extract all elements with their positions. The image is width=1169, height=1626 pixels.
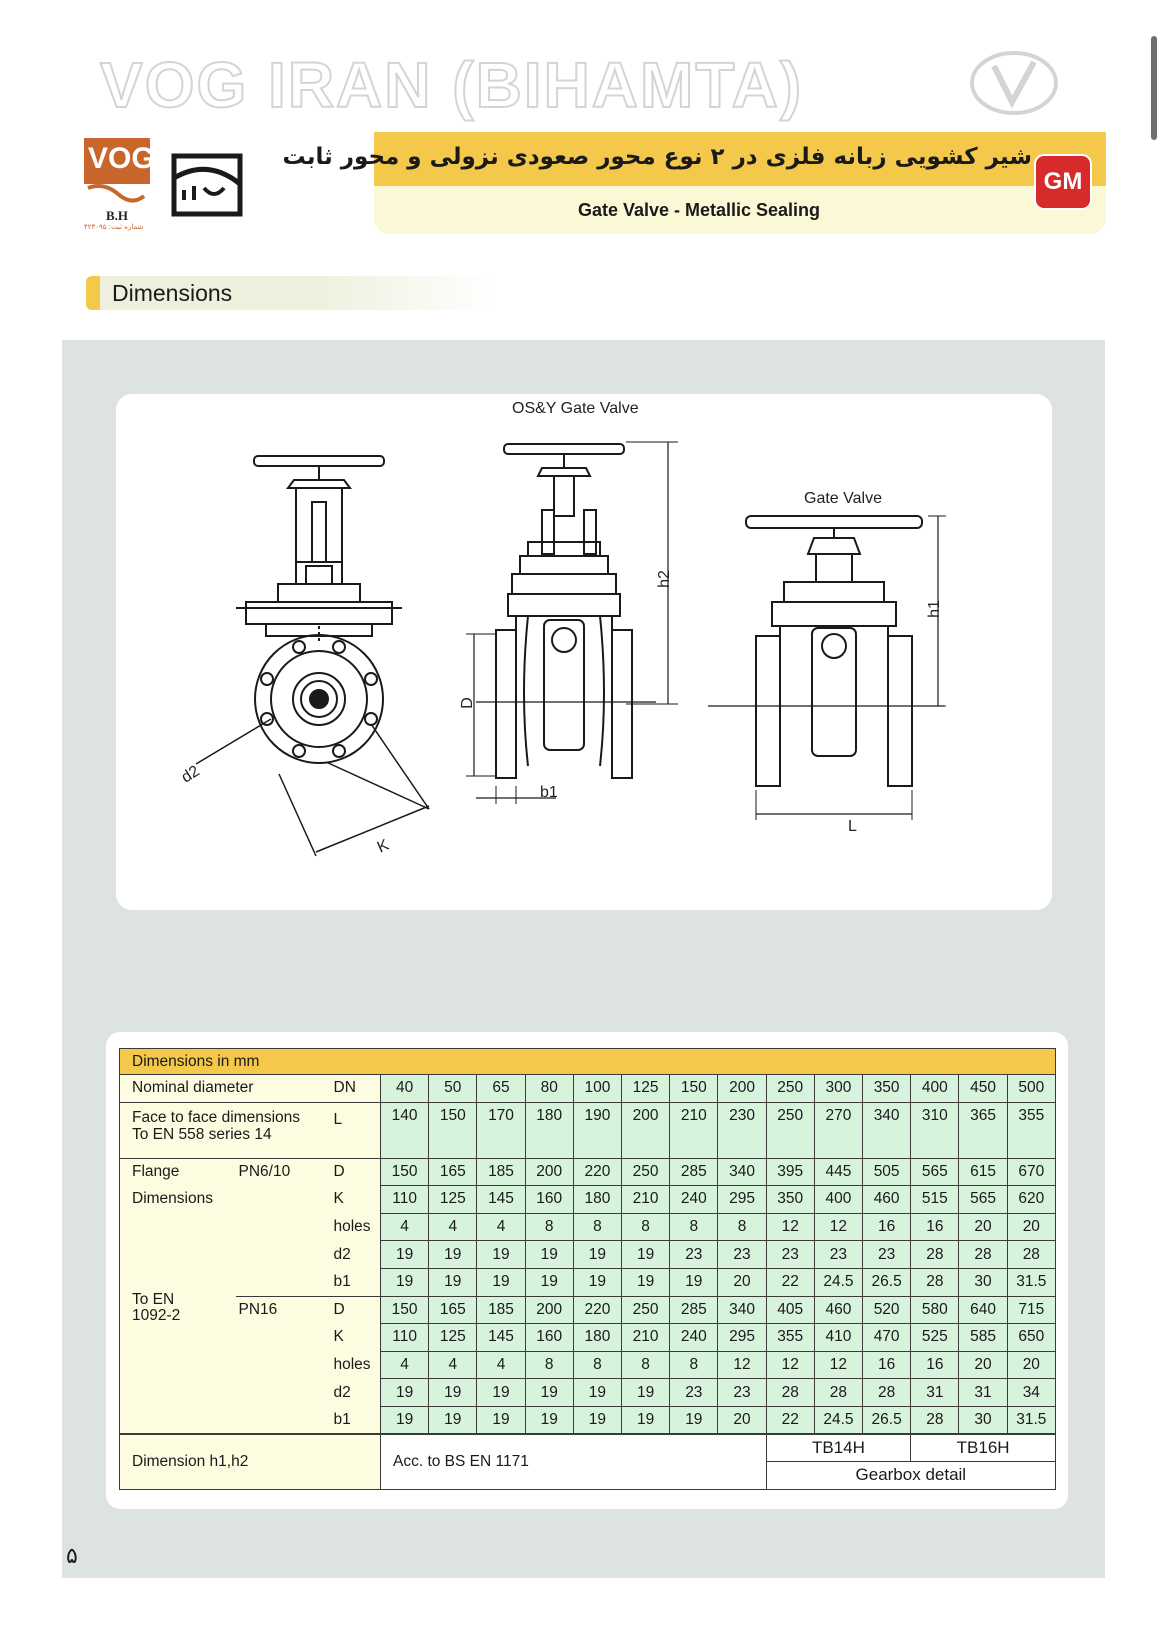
- row-sym: D: [331, 1158, 381, 1186]
- cell: 19: [477, 1379, 525, 1407]
- osy-side-view: [466, 442, 678, 804]
- cell: 19: [477, 1241, 525, 1269]
- cell: 19: [381, 1241, 429, 1269]
- cell: 19: [429, 1406, 477, 1434]
- cell: 165: [429, 1296, 477, 1324]
- cell: 20: [959, 1213, 1007, 1241]
- cell: 20: [959, 1351, 1007, 1379]
- cell: 240: [670, 1186, 718, 1214]
- cell: 28: [1007, 1241, 1055, 1269]
- label-k: K: [374, 836, 392, 857]
- cell: 23: [718, 1241, 766, 1269]
- cell: 460: [863, 1186, 911, 1214]
- h-row-1: [120, 1434, 1056, 1462]
- cell: 250: [622, 1296, 670, 1324]
- cell: 12: [766, 1351, 814, 1379]
- cell: 180: [573, 1324, 621, 1352]
- cell: 22: [766, 1406, 814, 1434]
- face-sym: L: [331, 1102, 381, 1158]
- row-sym: d2: [331, 1241, 381, 1269]
- cell: 28: [959, 1241, 1007, 1269]
- cell: 365: [959, 1102, 1007, 1158]
- page-number: ۵: [66, 1544, 78, 1569]
- cell: 19: [525, 1241, 573, 1269]
- cell: 295: [718, 1324, 766, 1352]
- brand-watermark: VOG IRAN (BIHAMTA): [100, 49, 804, 121]
- cell: 20: [718, 1406, 766, 1434]
- dimensions-table: [119, 1048, 1056, 1490]
- cell: 160: [525, 1324, 573, 1352]
- cell: 350: [863, 1075, 911, 1103]
- cell: 340: [718, 1158, 766, 1186]
- cell: 270: [814, 1102, 862, 1158]
- row-sym: K: [331, 1324, 381, 1352]
- cell: 210: [622, 1186, 670, 1214]
- cell: 19: [429, 1268, 477, 1296]
- cell: 200: [718, 1075, 766, 1103]
- section-heading: [86, 276, 496, 310]
- cell: 19: [573, 1406, 621, 1434]
- cell: 250: [622, 1158, 670, 1186]
- cell: 340: [863, 1102, 911, 1158]
- drawing-card: [116, 394, 1052, 910]
- cell: 125: [429, 1324, 477, 1352]
- cell: 340: [718, 1296, 766, 1324]
- cell: 230: [718, 1102, 766, 1158]
- cell: 23: [814, 1241, 862, 1269]
- cell: 200: [622, 1102, 670, 1158]
- cell: 470: [863, 1324, 911, 1352]
- cell: 19: [622, 1406, 670, 1434]
- vog-bihamta-logo: [84, 138, 155, 231]
- cell: 19: [622, 1241, 670, 1269]
- cell: 23: [863, 1241, 911, 1269]
- cell: 300: [814, 1075, 862, 1103]
- vog-watermark-logo: [968, 48, 1060, 118]
- cell: 125: [429, 1186, 477, 1214]
- gm-badge: GM: [1036, 156, 1090, 208]
- cell: 8: [718, 1213, 766, 1241]
- cell: 350: [766, 1186, 814, 1214]
- nominal-label: Nominal diameter: [120, 1075, 331, 1103]
- cell: 19: [429, 1241, 477, 1269]
- row-sym: b1: [331, 1268, 381, 1296]
- cell: 110: [381, 1324, 429, 1352]
- cell: 19: [573, 1379, 621, 1407]
- cell: 4: [429, 1213, 477, 1241]
- cell: 28: [911, 1268, 959, 1296]
- cell: 20: [1007, 1213, 1055, 1241]
- cell: 28: [911, 1241, 959, 1269]
- pn16-b1-row: [120, 1406, 1056, 1434]
- cell: 110: [381, 1186, 429, 1214]
- scrollbar[interactable]: [1151, 36, 1157, 140]
- cell: 40: [381, 1075, 429, 1103]
- cell: 220: [573, 1158, 621, 1186]
- cell: 4: [381, 1213, 429, 1241]
- nominal-row: [120, 1075, 1056, 1103]
- section-title: Dimensions: [112, 280, 233, 306]
- cell: 180: [525, 1102, 573, 1158]
- valve-technical-drawing: [116, 394, 1052, 910]
- label-d: D: [458, 697, 476, 709]
- cell: 355: [1007, 1102, 1055, 1158]
- pn16-holes-row: [120, 1351, 1056, 1379]
- cell: 355: [766, 1324, 814, 1352]
- h-label: Dimension h1,h2: [120, 1434, 381, 1489]
- cell: 12: [814, 1351, 862, 1379]
- cell: 31: [911, 1379, 959, 1407]
- pn6-label: PN6/10: [236, 1158, 331, 1186]
- to-en-line1: To EN: [132, 1290, 175, 1308]
- cell: 19: [622, 1268, 670, 1296]
- cell: 19: [477, 1268, 525, 1296]
- cell: 395: [766, 1158, 814, 1186]
- svg-text:شماره ثبت: ۴۲۳۰۹۵: شماره ثبت: ۴۲۳۰۹۵: [84, 223, 144, 231]
- svg-text:VOG: VOG: [88, 142, 155, 175]
- cell: 525: [911, 1324, 959, 1352]
- gearbox-detail: Gearbox detail: [766, 1462, 1055, 1490]
- row-sym: holes: [331, 1351, 381, 1379]
- cell: 16: [911, 1213, 959, 1241]
- cell: 50: [429, 1075, 477, 1103]
- cell: 220: [573, 1296, 621, 1324]
- cell: 285: [670, 1158, 718, 1186]
- cell: 23: [766, 1241, 814, 1269]
- cell: 150: [381, 1296, 429, 1324]
- cell: 19: [525, 1406, 573, 1434]
- cell: 23: [670, 1379, 718, 1407]
- cell: 8: [670, 1213, 718, 1241]
- cell: 20: [1007, 1351, 1055, 1379]
- row-sym: D: [331, 1296, 381, 1324]
- cell: 165: [429, 1158, 477, 1186]
- cell: 16: [911, 1351, 959, 1379]
- pn16-label: PN16: [236, 1296, 331, 1324]
- table-header-row: [120, 1049, 1056, 1075]
- standard-mark-logo: [168, 150, 246, 220]
- cell: 200: [525, 1296, 573, 1324]
- title-english: Gate Valve - Metallic Sealing: [577, 200, 821, 220]
- face-label-line2: To EN 558 series 14: [132, 1125, 272, 1143]
- row-sym: K: [331, 1186, 381, 1214]
- cell: 19: [429, 1379, 477, 1407]
- cell: 250: [766, 1075, 814, 1103]
- cell: 30: [959, 1406, 1007, 1434]
- pn6-d-row: [120, 1158, 1056, 1186]
- tb14h: TB14H: [766, 1434, 911, 1462]
- face-label: [120, 1102, 331, 1158]
- cell: 19: [381, 1379, 429, 1407]
- face-label-line1: Face to face dimensions: [132, 1108, 301, 1126]
- cell: 250: [766, 1102, 814, 1158]
- cell: 565: [959, 1186, 1007, 1214]
- cell: 185: [477, 1296, 525, 1324]
- cell: 26.5: [863, 1268, 911, 1296]
- cell: 19: [381, 1406, 429, 1434]
- row-sym: holes: [331, 1213, 381, 1241]
- cell: 22: [766, 1268, 814, 1296]
- pn6-d2-row: [120, 1241, 1056, 1269]
- cell: 400: [911, 1075, 959, 1103]
- face-row: [120, 1102, 1056, 1158]
- cell: 26.5: [863, 1406, 911, 1434]
- cell: 150: [670, 1075, 718, 1103]
- cell: 24.5: [814, 1406, 862, 1434]
- cell: 400: [814, 1186, 862, 1214]
- cell: 410: [814, 1324, 862, 1352]
- flange-label: Flange: [120, 1158, 236, 1186]
- cell: 200: [525, 1158, 573, 1186]
- cell: 145: [477, 1186, 525, 1214]
- cell: 28: [911, 1406, 959, 1434]
- pn6-b1-row: [120, 1268, 1056, 1296]
- cell: 16: [863, 1213, 911, 1241]
- title-persian: شیر کشویی زبانه فلزی در ۲ نوع محور صعودی نزولی و محور ثابت: [282, 144, 1032, 170]
- title-banner: [282, 132, 1106, 234]
- cell: 8: [622, 1351, 670, 1379]
- cell: 19: [573, 1268, 621, 1296]
- cell: 145: [477, 1324, 525, 1352]
- cell: 170: [477, 1102, 525, 1158]
- cell: 310: [911, 1102, 959, 1158]
- cell: 615: [959, 1158, 1007, 1186]
- to-en-label: [120, 1268, 236, 1323]
- row-sym: b1: [331, 1406, 381, 1434]
- cell: 31.5: [1007, 1268, 1055, 1296]
- pn6-k-row: [120, 1186, 1056, 1214]
- cell: 19: [525, 1379, 573, 1407]
- osy-front-view: [196, 456, 429, 856]
- cell: 8: [622, 1213, 670, 1241]
- label-l: L: [848, 818, 857, 835]
- cell: 150: [381, 1158, 429, 1186]
- cell: 8: [525, 1351, 573, 1379]
- cell: 450: [959, 1075, 1007, 1103]
- cell: 285: [670, 1296, 718, 1324]
- cell: 640: [959, 1296, 1007, 1324]
- cell: 405: [766, 1296, 814, 1324]
- dimensions-label: Dimensions: [120, 1186, 236, 1214]
- cell: 190: [573, 1102, 621, 1158]
- cell: 19: [381, 1268, 429, 1296]
- cell: 650: [1007, 1324, 1055, 1352]
- cell: 19: [477, 1406, 525, 1434]
- to-en-line2: 1092-2: [132, 1306, 181, 1324]
- h-value: Acc. to BS EN 1171: [381, 1434, 767, 1489]
- label-h2: h2: [655, 570, 673, 588]
- cell: 23: [718, 1379, 766, 1407]
- label-d2: d2: [178, 762, 203, 787]
- cell: 185: [477, 1158, 525, 1186]
- cell: 125: [622, 1075, 670, 1103]
- cell: 505: [863, 1158, 911, 1186]
- cell: 585: [959, 1324, 1007, 1352]
- cell: 445: [814, 1158, 862, 1186]
- pn6-holes-row: [120, 1213, 1056, 1241]
- nominal-sym: DN: [331, 1075, 381, 1103]
- cell: 12: [718, 1351, 766, 1379]
- cell: 620: [1007, 1186, 1055, 1214]
- cell: 500: [1007, 1075, 1055, 1103]
- cell: 8: [573, 1351, 621, 1379]
- cell: 4: [429, 1351, 477, 1379]
- cell: 210: [670, 1102, 718, 1158]
- cell: 8: [525, 1213, 573, 1241]
- cell: 80: [525, 1075, 573, 1103]
- cell: 23: [670, 1241, 718, 1269]
- pn16-d2-row: [120, 1379, 1056, 1407]
- cell: 12: [814, 1213, 862, 1241]
- label-h1: h1: [925, 600, 943, 618]
- cell: 16: [863, 1351, 911, 1379]
- cell: 34: [1007, 1379, 1055, 1407]
- dimensions-table-card: [106, 1032, 1068, 1509]
- cell: 19: [525, 1268, 573, 1296]
- cell: 4: [477, 1351, 525, 1379]
- cell: 24.5: [814, 1268, 862, 1296]
- cell: 520: [863, 1296, 911, 1324]
- cell: 19: [573, 1241, 621, 1269]
- row-sym: d2: [331, 1379, 381, 1407]
- cell: 100: [573, 1075, 621, 1103]
- osy-caption: OS&Y Gate Valve: [512, 400, 639, 417]
- cell: 580: [911, 1296, 959, 1324]
- cell: 160: [525, 1186, 573, 1214]
- cell: 460: [814, 1296, 862, 1324]
- cell: 4: [381, 1351, 429, 1379]
- cell: 150: [429, 1102, 477, 1158]
- cell: 140: [381, 1102, 429, 1158]
- table-header: Dimensions in mm: [120, 1049, 1056, 1075]
- cell: 180: [573, 1186, 621, 1214]
- cell: 670: [1007, 1158, 1055, 1186]
- cell: 28: [814, 1379, 862, 1407]
- cell: 295: [718, 1186, 766, 1214]
- cell: 65: [477, 1075, 525, 1103]
- cell: 30: [959, 1268, 1007, 1296]
- svg-text:B.H: B.H: [106, 208, 129, 223]
- cell: 19: [670, 1406, 718, 1434]
- gate-valve-caption: Gate Valve: [804, 490, 882, 507]
- gate-valve-view: [708, 516, 946, 820]
- cell: 19: [670, 1268, 718, 1296]
- cell: 19: [622, 1379, 670, 1407]
- tb16h: TB16H: [911, 1434, 1056, 1462]
- cell: 240: [670, 1324, 718, 1352]
- cell: 8: [670, 1351, 718, 1379]
- label-b1: b1: [540, 784, 558, 801]
- cell: 20: [718, 1268, 766, 1296]
- cell: 31.5: [1007, 1406, 1055, 1434]
- pn16-d-row: [120, 1296, 1056, 1324]
- cell: 210: [622, 1324, 670, 1352]
- cell: 4: [477, 1213, 525, 1241]
- cell: 715: [1007, 1296, 1055, 1324]
- cell: 8: [573, 1213, 621, 1241]
- pn16-k-row: [120, 1324, 1056, 1352]
- cell: 28: [766, 1379, 814, 1407]
- cell: 31: [959, 1379, 1007, 1407]
- cell: 12: [766, 1213, 814, 1241]
- cell: 565: [911, 1158, 959, 1186]
- cell: 28: [863, 1379, 911, 1407]
- cell: 515: [911, 1186, 959, 1214]
